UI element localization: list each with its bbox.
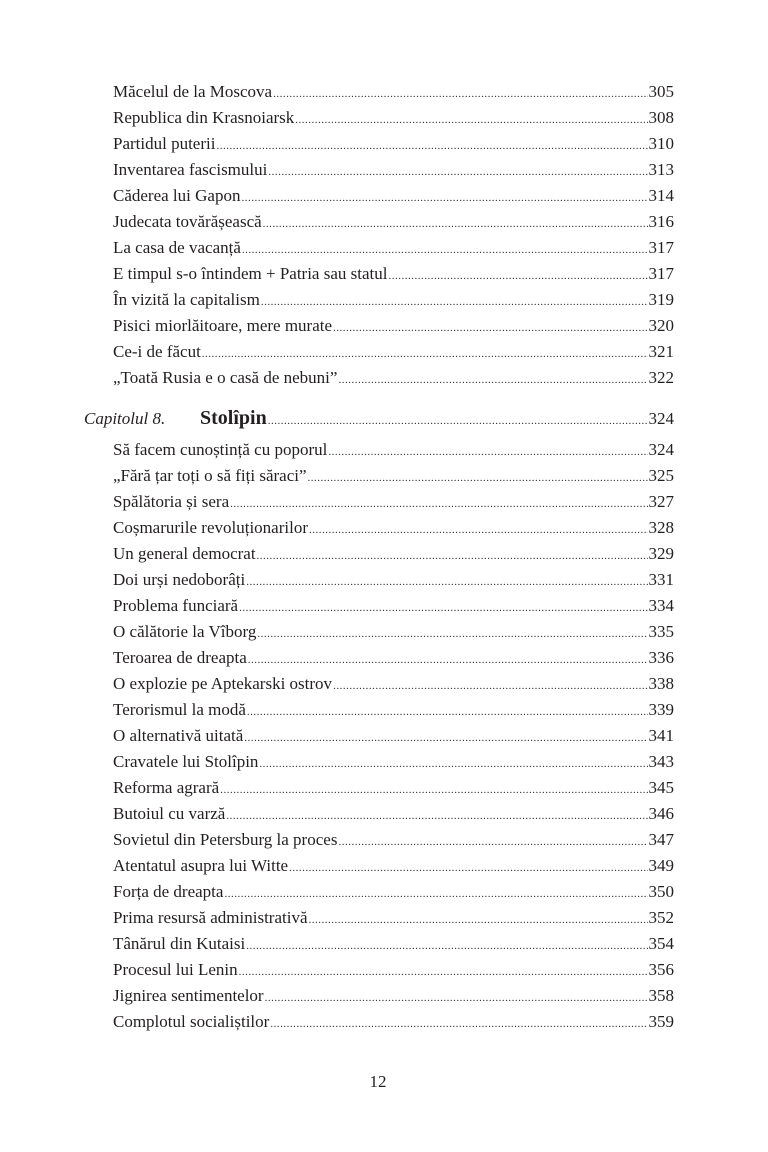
- entry-page: 334: [648, 596, 674, 615]
- toc-entry[interactable]: [113, 1009, 674, 1035]
- entry-page: 308: [648, 108, 674, 127]
- dot-leader: [295, 107, 647, 131]
- entry-page: 329: [648, 544, 674, 563]
- entry-page: 339: [648, 700, 674, 719]
- entry-page: 356: [648, 960, 674, 979]
- toc-entry[interactable]: [113, 567, 674, 593]
- dot-leader: [268, 406, 648, 433]
- entry-title: Teroarea de dreapta: [113, 648, 247, 667]
- entry-title: „Toată Rusia e o casă de nebuni”: [113, 368, 338, 387]
- toc-entry[interactable]: [113, 723, 674, 749]
- dot-leader: [224, 881, 647, 905]
- dot-leader: [261, 289, 648, 313]
- entry-title: Republica din Krasnoiarsk: [113, 108, 295, 127]
- entry-page: 310: [648, 134, 674, 153]
- entry-title: Complotul socialiștilor: [113, 1012, 270, 1031]
- entry-title: Tânărul din Kutaisi: [113, 934, 246, 953]
- dot-leader: [338, 367, 647, 391]
- toc-entry[interactable]: [113, 437, 674, 463]
- entry-page: 341: [648, 726, 674, 745]
- chapter-heading[interactable]: [84, 403, 674, 433]
- entry-page: 354: [648, 934, 674, 953]
- dot-leader: [273, 81, 647, 105]
- entry-title: Terorismul la modă: [113, 700, 246, 719]
- entry-title: „Fără țar toți o să fiți săraci”: [113, 466, 307, 485]
- dot-leader: [289, 855, 647, 879]
- entry-title: Cravatele lui Stolîpin: [113, 752, 259, 771]
- toc-entry[interactable]: [113, 905, 674, 931]
- entry-page: 314: [648, 186, 674, 205]
- entry-page: 324: [648, 440, 674, 459]
- entry-title: Sovietul din Petersburg la proces: [113, 830, 338, 849]
- dot-leader: [259, 751, 647, 775]
- dot-leader: [270, 1011, 647, 1035]
- entry-page: 316: [648, 212, 674, 231]
- entry-title: O explozie pe Aptekarski ostrov: [113, 674, 333, 693]
- page-number: 12: [369, 1072, 387, 1091]
- entry-title: Judecata tovărășească: [113, 212, 262, 231]
- toc-entry[interactable]: [113, 157, 674, 183]
- dot-leader: [338, 829, 647, 853]
- entry-page: 317: [648, 238, 674, 257]
- dot-leader: [230, 491, 647, 515]
- toc-entry[interactable]: [113, 131, 674, 157]
- entry-title: Procesul lui Lenin: [113, 960, 238, 979]
- dot-leader: [239, 595, 647, 619]
- entry-page: 350: [648, 882, 674, 901]
- toc-entry[interactable]: [113, 541, 674, 567]
- chapter-title: Stolîpin: [200, 407, 267, 429]
- dot-leader: [309, 517, 648, 541]
- entry-page: 328: [648, 518, 674, 537]
- entry-title: Jignirea sentimentelor: [113, 986, 264, 1005]
- toc-entry[interactable]: [113, 313, 674, 339]
- toc-entry[interactable]: [113, 645, 674, 671]
- entry-page: 338: [648, 674, 674, 693]
- toc-entry[interactable]: [113, 749, 674, 775]
- entry-title: Un general democrat: [113, 544, 256, 563]
- entry-page: 352: [648, 908, 674, 927]
- dot-leader: [242, 237, 648, 261]
- entry-title: Inventarea fascismului: [113, 160, 268, 179]
- toc-entry[interactable]: [113, 775, 674, 801]
- toc-entry[interactable]: [113, 339, 674, 365]
- dot-leader: [328, 439, 647, 463]
- entry-page: 347: [648, 830, 674, 849]
- entry-title: Butoiul cu varză: [113, 804, 226, 823]
- toc-entry[interactable]: [113, 209, 674, 235]
- entry-title: O călătorie la Vîborg: [113, 622, 257, 641]
- entry-title: Forța de dreapta: [113, 882, 224, 901]
- dot-leader: [220, 777, 647, 801]
- entry-title: Coșmarurile revoluționarilor: [113, 518, 308, 537]
- dot-leader: [333, 315, 647, 339]
- toc-entry[interactable]: [113, 593, 674, 619]
- entry-page: 305: [648, 82, 674, 101]
- toc-entry[interactable]: [113, 287, 674, 313]
- entry-title: La casa de vacanță: [113, 238, 241, 257]
- toc-entry[interactable]: [113, 365, 674, 391]
- toc-entry[interactable]: [113, 515, 674, 541]
- toc-entry[interactable]: [113, 801, 674, 827]
- dot-leader: [247, 699, 648, 723]
- dot-leader: [239, 959, 648, 983]
- entry-title: Problema funciară: [113, 596, 239, 615]
- entry-title: Reforma agrară: [113, 778, 220, 797]
- dot-leader: [216, 133, 647, 157]
- entry-page: 336: [648, 648, 674, 667]
- entry-page: 313: [648, 160, 674, 179]
- toc-entry[interactable]: [113, 105, 674, 131]
- entry-title: Ce-i de făcut: [113, 342, 201, 361]
- dot-leader: [308, 465, 648, 489]
- chapter-label: Capitolul 8.: [84, 409, 166, 428]
- entry-page: 359: [648, 1012, 674, 1031]
- entry-title: Căderea lui Gapon: [113, 186, 241, 205]
- entry-title: E timpul s-o întindem + Patria sau statul: [113, 264, 388, 283]
- entry-title: În vizită la capitalism: [113, 290, 260, 309]
- toc-entry[interactable]: [113, 853, 674, 879]
- toc-entry[interactable]: [113, 235, 674, 261]
- entry-title: Pisici miorlăitoare, mere murate: [113, 316, 333, 335]
- toc-entry[interactable]: [113, 827, 674, 853]
- entry-title: Spălătoria și sera: [113, 492, 230, 511]
- entry-title: Prima resursă administrativă: [113, 908, 308, 927]
- toc-entry[interactable]: [113, 931, 674, 957]
- dot-leader: [244, 725, 647, 749]
- dot-leader: [241, 185, 647, 209]
- dot-leader: [246, 933, 647, 957]
- entry-page: 317: [648, 264, 674, 283]
- entry-page: 349: [648, 856, 674, 875]
- entry-page: 325: [648, 466, 674, 485]
- toc-entry[interactable]: [113, 957, 674, 983]
- toc-entry[interactable]: [113, 79, 674, 105]
- entry-title: Să facem cunoștință cu poporul: [113, 440, 328, 459]
- dot-leader: [263, 211, 648, 235]
- toc-entry[interactable]: [113, 183, 674, 209]
- toc-entry[interactable]: [113, 489, 674, 515]
- toc-entry[interactable]: [113, 619, 674, 645]
- dot-leader: [257, 621, 647, 645]
- entry-title: Doi urși nedoborâți: [113, 570, 246, 589]
- entry-page: 345: [648, 778, 674, 797]
- dot-leader: [257, 543, 648, 567]
- entry-page: 335: [648, 622, 674, 641]
- dot-leader: [268, 159, 647, 183]
- entry-page: 346: [648, 804, 674, 823]
- entry-title: Măcelul de la Moscova: [113, 82, 273, 101]
- dot-leader: [309, 907, 648, 931]
- toc-entry[interactable]: [113, 463, 674, 489]
- toc-entry[interactable]: [113, 983, 674, 1009]
- dot-leader: [248, 647, 648, 671]
- dot-leader: [265, 985, 648, 1009]
- toc-entry[interactable]: [113, 697, 674, 723]
- toc-entry[interactable]: [113, 261, 674, 287]
- entry-page: 321: [648, 342, 674, 361]
- entry-page: 343: [648, 752, 674, 771]
- toc-entry[interactable]: [113, 671, 674, 697]
- dot-leader: [226, 803, 647, 827]
- dot-leader: [246, 569, 647, 593]
- dot-leader: [388, 263, 647, 287]
- entry-title: Atentatul asupra lui Witte: [113, 856, 289, 875]
- entry-title: O alternativă uitată: [113, 726, 244, 745]
- dot-leader: [202, 341, 648, 365]
- entry-page: 358: [648, 986, 674, 1005]
- entry-page: 322: [648, 368, 674, 387]
- entry-page: 320: [648, 316, 674, 335]
- entry-page: 319: [648, 290, 674, 309]
- entry-page: 331: [648, 570, 674, 589]
- chapter-page: 324: [648, 409, 674, 428]
- entry-title: Partidul puterii: [113, 134, 216, 153]
- toc-entry[interactable]: [113, 879, 674, 905]
- entry-page: 327: [648, 492, 674, 511]
- dot-leader: [333, 673, 647, 697]
